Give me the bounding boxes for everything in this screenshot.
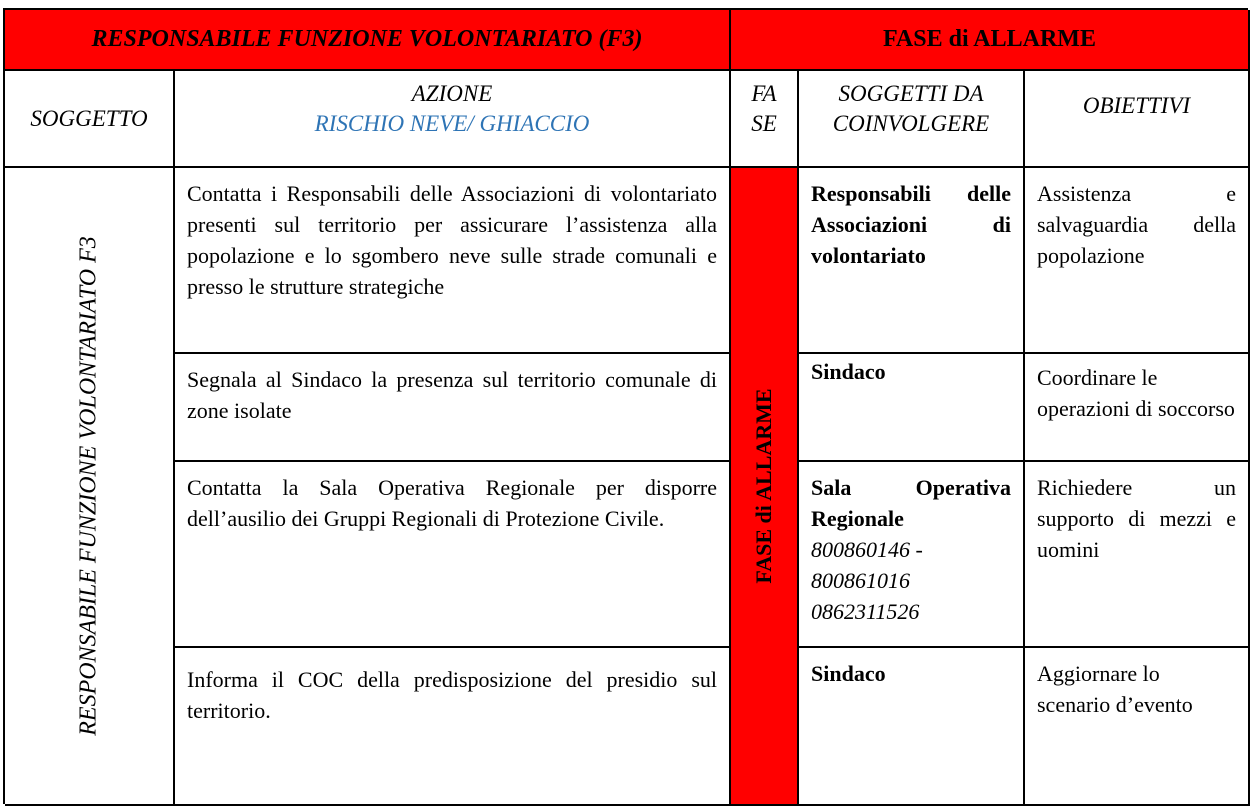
column-header-obiettivi-text: OBIETTIVI [1082, 93, 1191, 118]
column-header-obiettivi [1025, 71, 1250, 168]
objective-text-4: Aggiornare lo scenario d’evento [1037, 661, 1193, 717]
action-cell-1 [175, 168, 731, 354]
column-header-soggetto-text: SOGGETTO [30, 105, 148, 131]
action-text-3: Contatta la Sala Operativa Regionale per disporre dell’ausilio dei Gruppi Regionali di Protezione Civile. [187, 475, 717, 531]
column-header-fase [731, 71, 799, 168]
fase-cell [731, 168, 799, 806]
column-header-azione-text: AZIONE [411, 81, 493, 106]
column-header-soggetti-line2: COINVOLGERE [832, 111, 990, 136]
soggetto-vertical-text: RESPONSABILE FUNZIONE VOLONTARIATO F3 [75, 236, 102, 736]
header-function-title [5, 10, 731, 71]
phone-number-1: 800860146 - [811, 537, 923, 562]
objective-cell-3 [1025, 462, 1250, 648]
subject-cell-2 [799, 354, 1025, 462]
soggetto-cell [5, 168, 175, 806]
action-cell-4 [175, 648, 731, 806]
subject-text-4: Sindaco [811, 661, 886, 686]
subject-text-1: Responsabili delle Associazioni di volontariato [811, 181, 1011, 268]
header-phase-title [731, 10, 1250, 71]
objective-text-2: Coordinare le operazioni di soccorso [1037, 365, 1235, 421]
objective-cell-4 [1025, 648, 1250, 806]
column-header-soggetto [5, 71, 175, 168]
subject-text-2: Sindaco [811, 359, 886, 384]
column-header-soggetti [799, 71, 1025, 168]
column-header-fase-line2: SE [751, 111, 777, 136]
subject-cell-4 [799, 648, 1025, 806]
column-header-azione [175, 71, 731, 168]
subject-cell-1 [799, 168, 1025, 354]
header-function-title-text: RESPONSABILE FUNZIONE VOLONTARIATO (F3) [91, 26, 643, 52]
subject-cell-3 [799, 462, 1025, 648]
fase-vertical-text: FASE di ALLARME [751, 388, 776, 584]
action-text-1: Contatta i Responsabili delle Associazioni di volontariato presenti sul territorio per assicurare l’assistenza alla popolazione e lo sgombero neve sulle strade comunali e presso le strutture strategiche [187, 181, 717, 299]
objective-text-1: Assistenza e salvaguardia della popolazione [1037, 181, 1236, 268]
action-cell-2 [175, 354, 731, 462]
subject-text-3: Sala Operativa Regionale [811, 475, 1011, 531]
phone-number-2: 800861016 [811, 568, 910, 593]
action-text-4: Informa il COC della predisposizione del presidio sul territorio. [187, 667, 717, 723]
procedure-table [3, 8, 1248, 804]
action-cell-3 [175, 462, 731, 648]
header-phase-title-text: FASE di ALLARME [883, 26, 1096, 52]
column-header-soggetti-line1: SOGGETTI DA [838, 81, 984, 106]
risk-type-label: RISCHIO NEVE/ GHIACCIO [314, 111, 590, 136]
column-header-fase-line1: FA [751, 81, 777, 106]
objective-text-3: Richiedere un supporto di mezzi e uomini [1037, 475, 1236, 562]
objective-cell-2 [1025, 354, 1250, 462]
objective-cell-1 [1025, 168, 1250, 354]
action-text-2: Segnala al Sindaco la presenza sul territorio comunale di zone isolate [187, 367, 717, 423]
phone-number-3: 0862311526 [811, 599, 920, 624]
